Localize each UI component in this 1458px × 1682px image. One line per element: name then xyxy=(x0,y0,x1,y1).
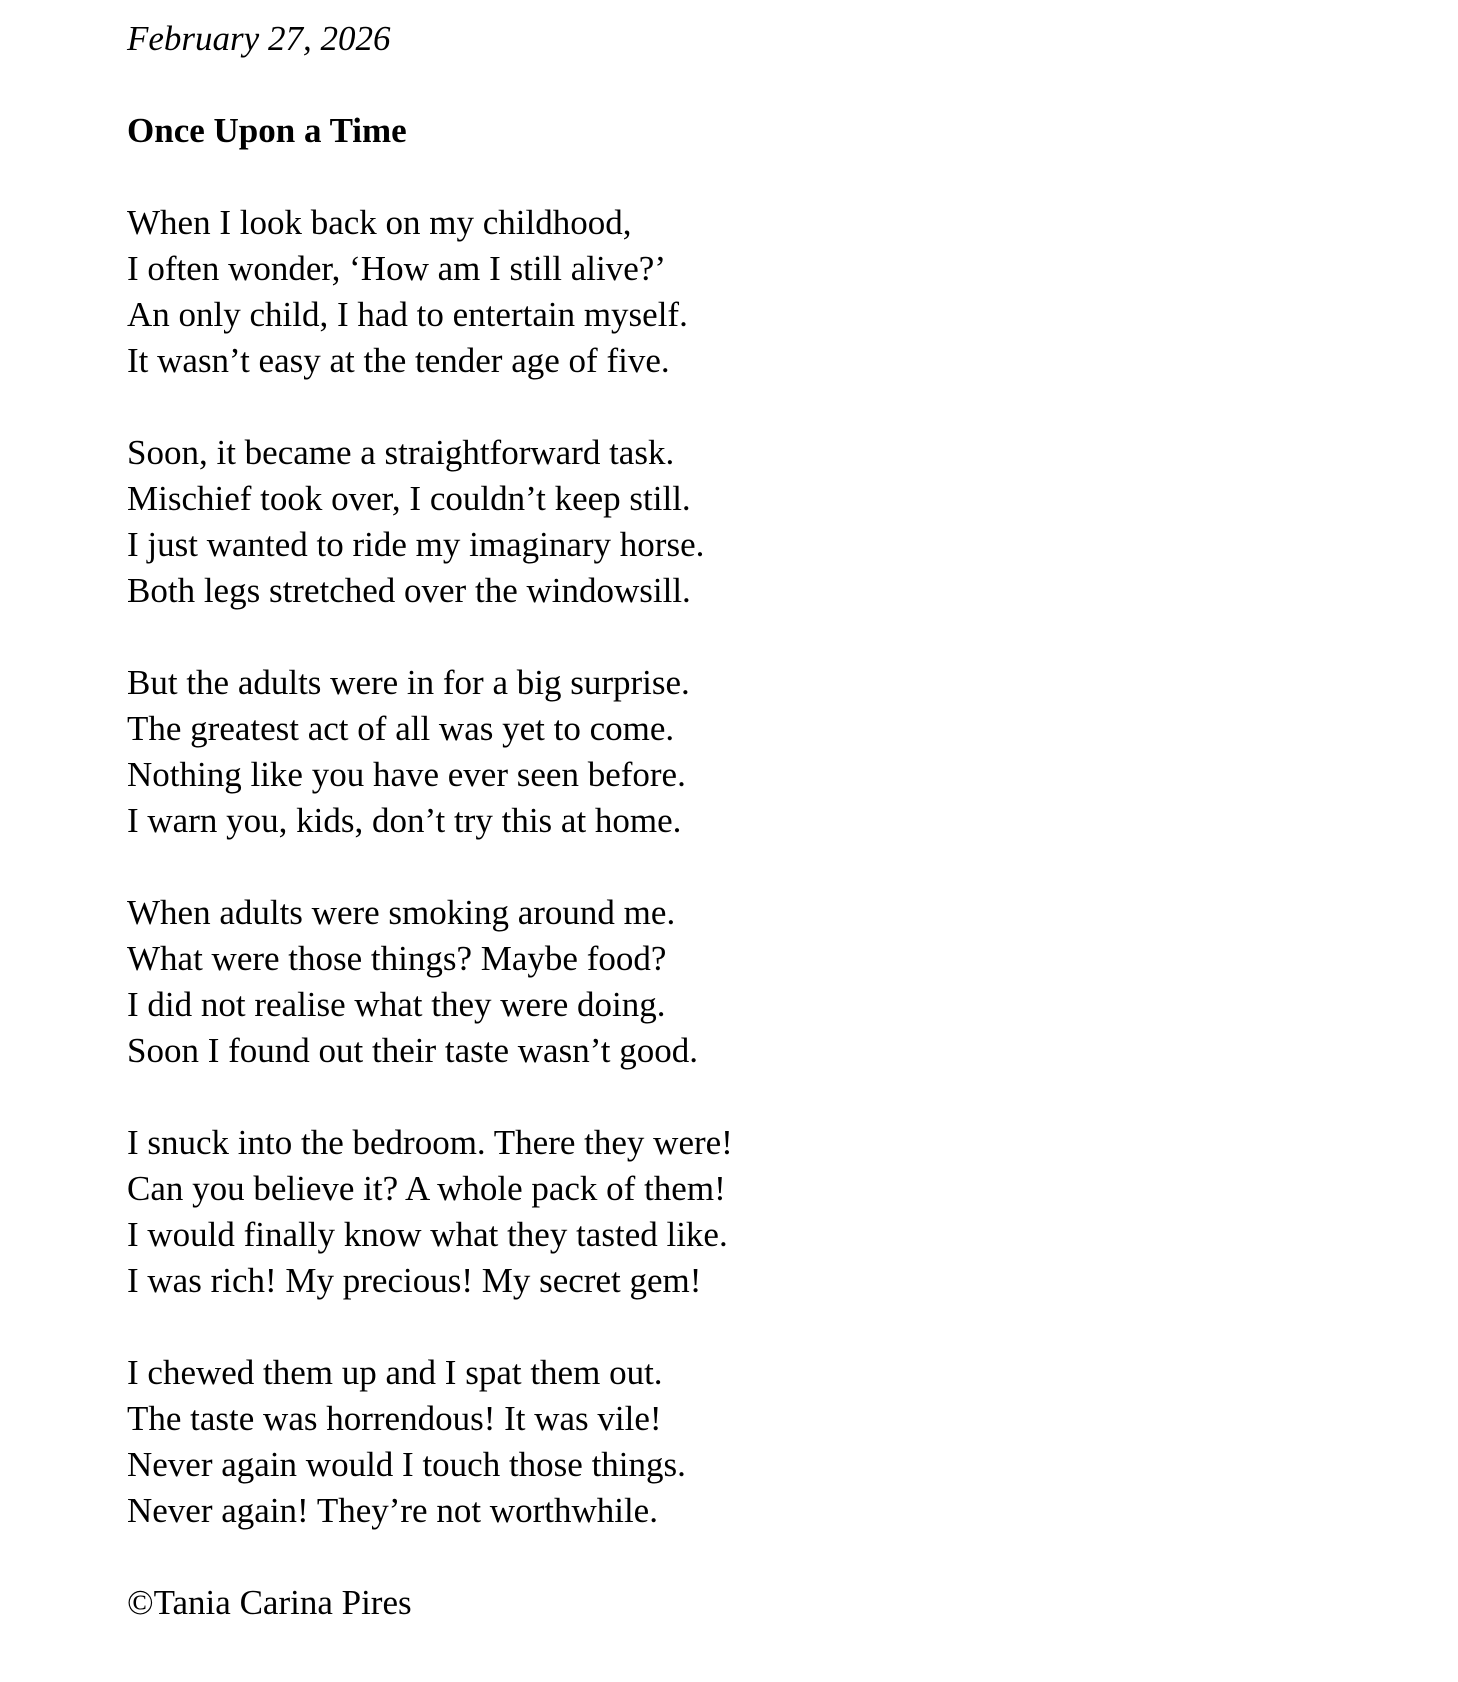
poem-line: I would finally know what they tasted like. xyxy=(127,1215,728,1254)
poem-line: Can you believe it? A whole pack of them! xyxy=(127,1169,726,1208)
poem-line: It wasn’t easy at the tender age of five. xyxy=(127,341,670,380)
date-line: February 27, 2026 xyxy=(127,19,391,58)
poem-line: An only child, I had to entertain myself. xyxy=(127,295,688,334)
poem-line: The greatest act of all was yet to come. xyxy=(127,709,675,748)
poem-line: What were those things? Maybe food? xyxy=(127,939,667,978)
poem-title: Once Upon a Time xyxy=(127,111,407,150)
stanza-5 xyxy=(127,1120,1398,1304)
poem-line: Never again would I touch those things. xyxy=(127,1445,686,1484)
poem-line: I was rich! My precious! My secret gem! xyxy=(127,1261,702,1300)
poem-line: I chewed them up and I spat them out. xyxy=(127,1353,663,1392)
poem-line: When I look back on my childhood, xyxy=(127,203,632,242)
poem-line: Soon, it became a straightforward task. xyxy=(127,433,675,472)
poem-line: The taste was horrendous! It was vile! xyxy=(127,1399,662,1438)
stanza-3 xyxy=(127,660,1398,844)
poem-line: When adults were smoking around me. xyxy=(127,893,676,932)
poem-line: I warn you, kids, don’t try this at home. xyxy=(127,801,682,840)
poem-line: I often wonder, ‘How am I still alive?’ xyxy=(127,249,666,288)
poem-line: Both legs stretched over the windowsill. xyxy=(127,571,691,610)
poem-line: Nothing like you have ever seen before. xyxy=(127,755,686,794)
stanza-2 xyxy=(127,430,1398,614)
poem-line: Soon I found out their taste wasn’t good. xyxy=(127,1031,698,1070)
stanza-4 xyxy=(127,890,1398,1074)
poem-line: I snuck into the bedroom. There they were! xyxy=(127,1123,733,1162)
poem-line: I just wanted to ride my imaginary horse. xyxy=(127,525,705,564)
copyright-line: ©Tania Carina Pires xyxy=(127,1583,412,1622)
poem-line: Never again! They’re not worthwhile. xyxy=(127,1491,658,1530)
poem-line: But the adults were in for a big surprise. xyxy=(127,663,690,702)
poem-line: Mischief took over, I couldn’t keep still. xyxy=(127,479,691,518)
poem-line: I did not realise what they were doing. xyxy=(127,985,666,1024)
stanza-6 xyxy=(127,1350,1398,1534)
stanza-1 xyxy=(127,200,1398,384)
